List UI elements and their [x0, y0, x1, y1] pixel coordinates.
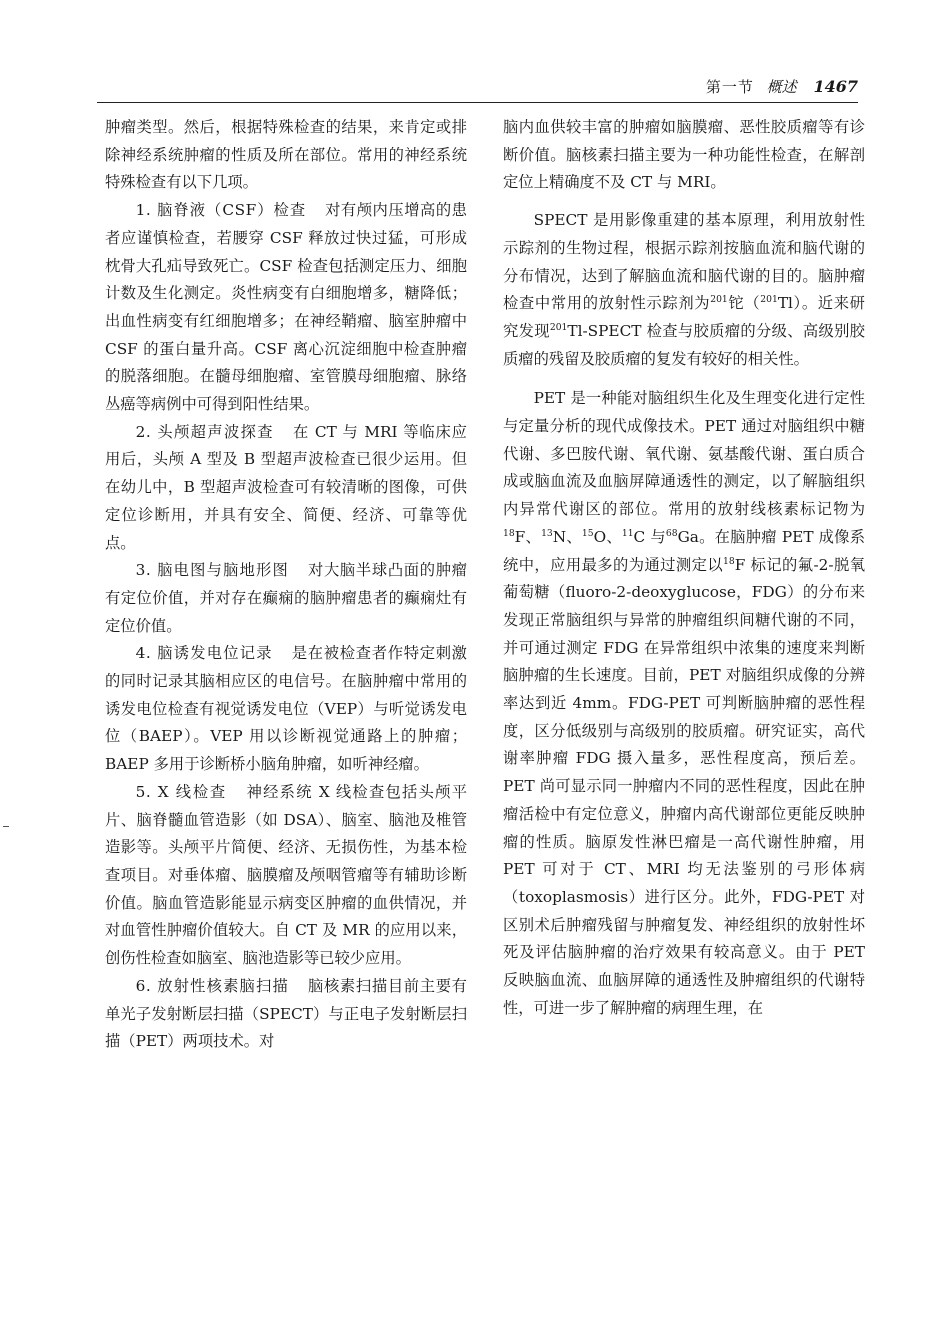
running-header	[97, 76, 858, 103]
item-heading: 2. 头颅超声波探查	[135, 422, 274, 441]
header-topic: 概述	[766, 78, 797, 96]
spect-text-b: 铊（	[727, 294, 761, 313]
isotope-superscript: 201	[710, 294, 728, 306]
item-eeg	[105, 557, 467, 640]
pet-text-o: O、	[593, 527, 622, 546]
item-text: 对有颅内压增高的患者应谨慎检查，若腰穿 CSF 释放过快过猛，可形成枕骨大孔疝导致死亡。CSF 检查包括测定压力、细胞计数及生化测定。炎性病变有白细胞增多，糖降低；出血性病变有红细胞增多；在神经鞘瘤、脑室肿瘤中 CSF 的蛋白量升高。CSF 离心沉淀细胞中检查肿瘤的脱落细胞。在髓母细胞瘤、室管膜母细胞瘤、脉络丛癌等病例中可得到阳性结果。	[105, 201, 467, 414]
left-column	[105, 114, 467, 1056]
item-text: 神经系统 X 线检查包括头颅平片、脑脊髓血管造影（如 DSA）、脑室、脑池及椎管造影等。头颅平片简便、经济、无损伤性，为基本检查项目。对垂体瘤、脑膜瘤及颅咽管瘤等有辅助诊断价值。脑血管造影能显示病变区肿瘤的血供情况，并对血管性肿瘤价值较大。自 CT 及 MR 的应用以来，创伤性检查如脑室、脑池造影等已较少应用。	[105, 782, 467, 968]
page-number: 1467	[813, 77, 858, 96]
paragraph-continuation: 脑内血供较丰富的肿瘤如脑膜瘤、恶性胶质瘤等有诊断价值。脑核素扫描主要为一种功能性检查，在解剖定位上精确度不及 CT 与 MRI。	[503, 118, 865, 192]
item-text: 脑核素扫描目前主要有单光子发射断层扫描（SPECT）与正电子发射断层扫描（PET）两项技术。对	[105, 976, 467, 1051]
isotope-superscript: 15	[581, 527, 594, 539]
item-text: 对大脑半球凸面的肿瘤有定位价值，并对存在癫痫的脑肿瘤患者的癫痫灶有定位价值。	[105, 561, 467, 635]
isotope-superscript: 18	[503, 527, 515, 539]
spect-text-c: Tl）。近来研究发现	[503, 294, 865, 340]
pet-text-n: N、	[552, 527, 582, 546]
pet-text-f: F、	[514, 527, 542, 546]
header-section: 第一节	[705, 78, 754, 96]
item-ultrasound	[105, 419, 467, 558]
isotope-superscript: 201	[549, 321, 568, 333]
isotope-superscript: 11	[621, 527, 634, 539]
intro-paragraph: 肿瘤类型。然后，根据特殊检查的结果，来肯定或排除神经系统肿瘤的性质及所在部位。常用的神经系统特殊检查有以下几项。	[105, 118, 467, 192]
item-text: 在 CT 与 MRI 等临床应用后，头颅 A 型及 B 型超声波检查已很少运用。但在幼儿中，B 型超声波检查可有较清晰的图像，可供定位诊断用，并具有安全、简便、经济、可靠等优点。	[105, 422, 467, 552]
item-text: 是在被检查者作特定刺激的同时记录其脑相应区的电信号。在脑肿瘤中常用的诱发电位检查有视觉诱发电位（VEP）与听觉诱发电位（BAEP）。VEP 用以诊断视觉通路上的肿瘤；BAEP 多用于诊断桥小脑角肿瘤，如听神经瘤。	[105, 644, 467, 774]
item-heading: 5. X 线检查	[135, 782, 227, 801]
item-xray	[105, 779, 467, 973]
paragraph-spect	[503, 207, 865, 373]
item-evoked-potential	[105, 640, 467, 779]
right-column	[503, 114, 865, 1023]
pet-text-ga: Ga。在脑肿瘤 PET 成像系统中，应用最多的为通过测定以	[503, 527, 865, 574]
item-heading: 1. 脑脊液（CSF）检查	[135, 201, 307, 220]
item-heading: 6. 放射性核素脑扫描	[135, 976, 289, 995]
item-heading: 4. 脑诱发电位记录	[135, 644, 273, 663]
pet-text-f2: F 标记的氟-2-脱氧葡萄糖（fluoro-2-deoxyglucose，FDG）的分布来发现正常脑组织与异常的肿瘤组织间糖代谢的不同，并可通过测定 FDG 在异常组织中浓集的速度来判断脑肿瘤的生长速度。目前，PET 对脑组织成像的分辨率达到近 4mm。FDG-PET 可判断脑肿瘤的恶性程度，区分低级别与高级别的胶质瘤。研究证实，高代谢率肿瘤 FDG 摄入量多，恶性程度高，预后差。PET 尚可显示同一肿瘤内不同的恶性程度，因此在肿瘤活检中有定位意义，肿瘤内高代谢部位更能反映肿瘤的性质。脑原发性淋巴瘤是一高代谢性肿瘤，用 PET 可对于 CT、MRI 均无法鉴别的弓形体病（toxoplasmosis）进行区分。此外，FDG-PET 对区别术后肿瘤残留与肿瘤复发、神经组织的放射性坏死及评估脑肿瘤的治疗效果有较高意义。由于 PET 反映脑血流、血脑屏障的通透性及肿瘤组织的代谢特性，可进一步了解肿瘤的病理生理，在	[503, 555, 865, 1017]
pet-text-a: PET 是一种能对脑组织生化及生理变化进行定性与定量分析的现代成像技术。PET 通过对脑组织中糖代谢、多巴胺代谢、氧代谢、氨基酸代谢、蛋白质合成或脑血流及血脑屏障通透性的测定，以了解脑组织内异常代谢区的部位。常用的放射线核素标记物为	[503, 389, 865, 519]
isotope-superscript: 68	[665, 527, 678, 539]
isotope-superscript: 13	[541, 527, 553, 539]
spect-text-a: SPECT 是用影像重建的基本原理，利用放射性示踪剂的生物过程，根据示踪剂按脑血流和脑代谢的分布情况，达到了解脑血流和脑代谢的目的。脑肿瘤检查中常用的放射性示踪剂为	[503, 211, 865, 313]
isotope-superscript: 201	[760, 294, 778, 306]
scan-edge-mark	[3, 826, 9, 827]
isotope-superscript: 18	[723, 555, 735, 567]
spect-text-d: Tl-SPECT 检查与胶质瘤的分级、高级别胶质瘤的残留及胶质瘤的复发有较好的相关性。	[503, 321, 865, 368]
paragraph-pet	[503, 385, 865, 1022]
pet-text-c: C 与	[633, 527, 666, 546]
item-radionuclide	[105, 973, 467, 1056]
item-csf	[105, 197, 467, 419]
item-heading: 3. 脑电图与脑地形图	[135, 561, 289, 580]
